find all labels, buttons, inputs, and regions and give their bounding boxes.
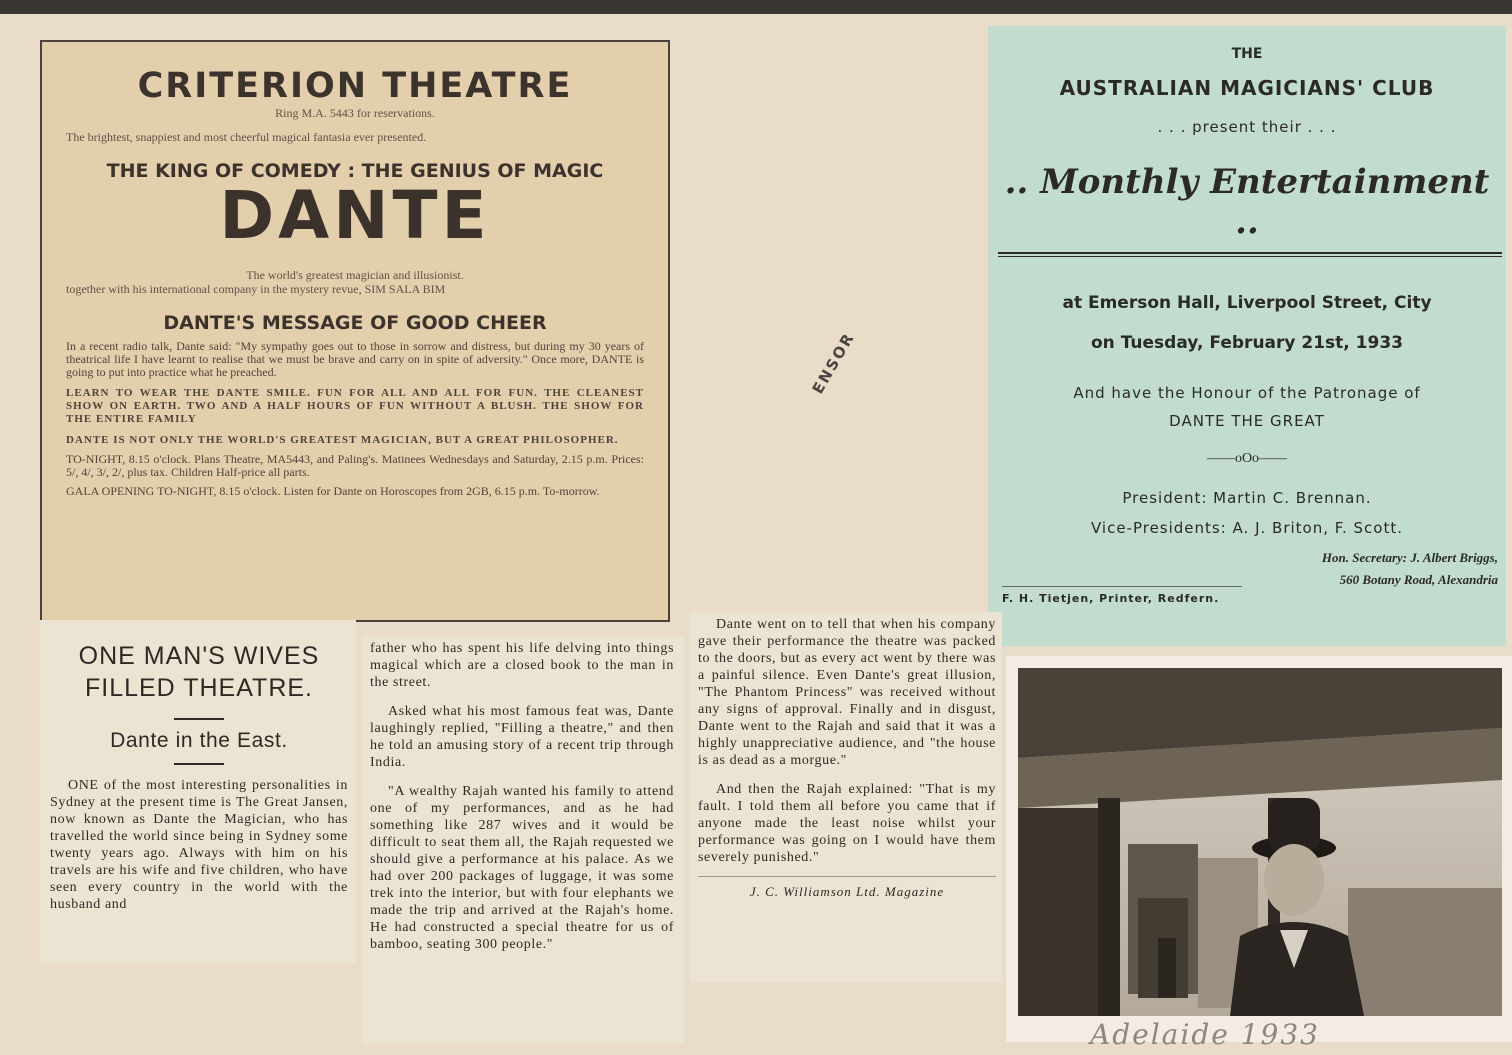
ad-king-of-comedy: THE KING OF COMEDY : THE GENIUS OF MAGIC xyxy=(106,160,604,182)
card-venue: at Emerson Hall, Liverpool Street, City xyxy=(1062,293,1432,313)
ad-message-heading: DANTE'S MESSAGE OF GOOD CHEER xyxy=(163,312,547,334)
article-paragraph: "A wealthy Rajah wanted his family to attend one of my performances, and as he had something like 287 wives and it would be difficult to seat them all, the Rajah requested we should give a performance at his palace. As we had over 200 packages of luggage, it was some trek into the interior, but with four elephants we made the trip and arrived at the Rajah's home. He had constructed a special theatre for us of bamboo, seating 300 people." xyxy=(370,784,674,952)
article-credit: J. C. Williamson Ltd. Magazine xyxy=(698,876,996,900)
criterion-theatre-advertisement xyxy=(40,40,670,622)
ad-company-line: together with his international company in the mystery revue, SIM SALA BIM xyxy=(66,282,446,296)
card-president: President: Martin C. Brennan. xyxy=(1122,489,1372,507)
article-column-1 xyxy=(40,620,356,964)
article-column-3 xyxy=(690,612,1002,982)
card-address: 560 Botany Road, Alexandria xyxy=(1339,572,1498,587)
dante-photograph xyxy=(1006,656,1512,1042)
card-date: on Tuesday, February 21st, 1933 xyxy=(1091,333,1403,353)
card-divider xyxy=(998,252,1502,257)
card-honour: And have the Honour of the Patronage of xyxy=(1073,384,1421,402)
card-printer-rule xyxy=(1002,586,1242,587)
ensor-stamp: ENSOR xyxy=(808,329,859,397)
ad-philosopher-text: DANTE IS NOT ONLY THE WORLD'S GREATEST MAGICIAN, BUT A GREAT PHILOSOPHER. xyxy=(66,434,619,446)
card-patron: DANTE THE GREAT xyxy=(1169,412,1325,430)
ad-lead: The brightest, snappiest and most cheerful magical fantasia ever presented. xyxy=(66,130,427,144)
card-ornament: ——oOo—— xyxy=(1206,451,1288,466)
card-club-name: AUSTRALIAN MAGICIANS' CLUB xyxy=(1059,76,1435,100)
article-subhead: Dante in the East. xyxy=(110,729,288,752)
card-vice-presidents: Vice-Presidents: A. J. Briton, F. Scott. xyxy=(1090,519,1404,537)
card-secretary: Hon. Secretary: J. Albert Briggs, xyxy=(1321,550,1498,565)
ad-smile-text: LEARN TO WEAR THE DANTE SMILE. FUN FOR ALL AND ALL FOR FUN. THE CLEANEST SHOW ON EARTH. TWO AND A HALF HOURS OF FUN WITHOUT A BLUSH. THE SHOW FOR THE ENTIRE FAMILY xyxy=(66,387,644,425)
article-paragraph: father who has spent his life delving into things magical which are a closed book to the man in the street. xyxy=(370,641,674,690)
magicians-club-card xyxy=(988,26,1506,646)
article-paragraph: ONE of the most interesting personalities in Sydney at the present time is The Great Jansen, now known as Dante the Magician, who has travelled the world since being in Sydney some twenty years ago. Always with him on his travels are his wife and five children, who have seen every country in the world with the husband and xyxy=(50,778,348,912)
article-paragraph: Asked what his most famous feat was, Dante laughingly replied, "Filling a theatre," and then he told an amusing story of a recent trip through India. xyxy=(370,704,674,770)
ad-tonight-text: TO-NIGHT, 8.15 o'clock. Plans Theatre, MA5443, and Paling's. Matinees Wednesdays and Saturday, 2.15 p.m. Prices: 5/, 4/, 3/, 2/, plus tax. Children Half-price all parts. xyxy=(66,452,644,479)
article-headline-2: FILLED THEATRE. xyxy=(84,674,313,702)
handwritten-note: Adelaide 1933 xyxy=(1090,1018,1320,1051)
ad-dante-name: DANTE xyxy=(219,177,491,254)
ad-gala-text: GALA OPENING TO-NIGHT, 8.15 o'clock. Listen for Dante on Horoscopes from 2GB, 6.15 p.m. To-morrow. xyxy=(66,484,600,498)
subhead-divider xyxy=(174,763,224,765)
article-paragraph: And then the Rajah explained: "That is my fault. I told them all before you came that if anyone made the least noise whilst your performance was going on I would have them severely punished." xyxy=(698,782,996,865)
card-the: THE xyxy=(1231,46,1263,62)
ad-message-text: In a recent radio talk, Dante said: "My sympathy goes out to those in sorrow and distress, but during my 30 years of theatrical life I have learnt to realise that we must be brave and carry on in spite of adversity." Once more, DANTE is going to put into practice what he preached. xyxy=(66,339,644,379)
card-printer: F. H. Tietjen, Printer, Redfern. xyxy=(1002,592,1220,605)
article-headline-1: ONE MAN'S WIVES xyxy=(78,642,320,670)
headline-divider xyxy=(174,718,224,720)
ad-title: CRITERION THEATRE xyxy=(137,66,573,106)
ad-reservations: Ring M.A. 5443 for reservations. xyxy=(275,106,435,120)
photo-image xyxy=(1018,668,1502,1016)
card-event-title: .. Monthly Entertainment .. xyxy=(1004,162,1490,242)
card-present: . . . present their . . . xyxy=(1157,118,1337,136)
article-paragraph: Dante went on to tell that when his company gave their performance the theatre was packed to the doors, but as every act went by there was a painful silence. Even Dante's great illusion, "The Phantom Princess" was received without any signs of approval. Finally and in disgust, Dante went to the Rajah and said that it was a highly unappreciative audience, and "the house is as dead as a morgue." xyxy=(698,617,996,768)
ad-subtitle: The world's greatest magician and illusionist. xyxy=(246,268,464,282)
article-column-2 xyxy=(362,636,684,1044)
